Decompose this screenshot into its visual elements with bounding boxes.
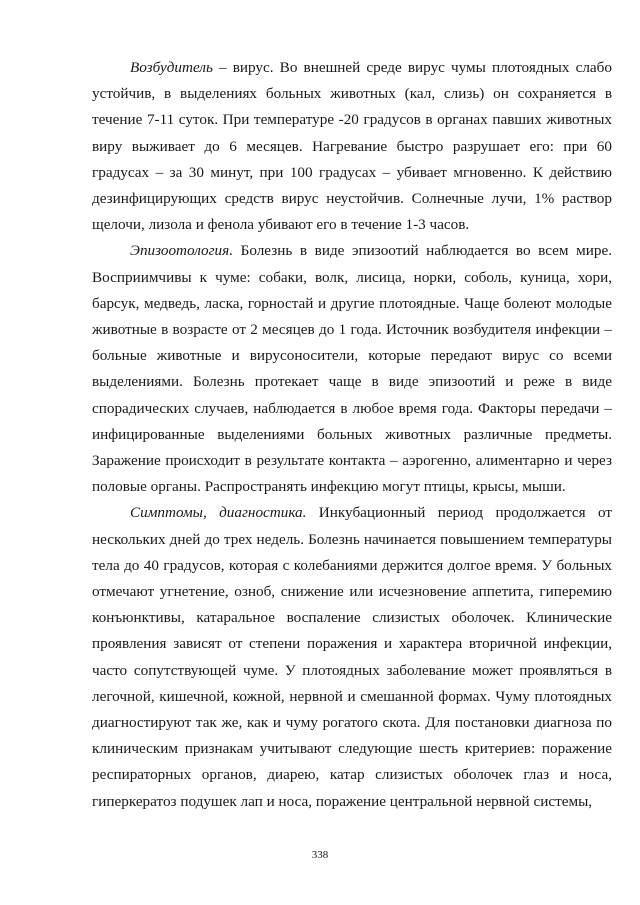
paragraph-pathogen [92, 55, 612, 238]
paragraph-symptoms-text: Инкубационный период продолжается от нескольких дней до трех недель. Болезнь начинается повышением температуры тела до 40 градусов, которая с колебаниями держится долгое время. У больных отмечают угнетение, озноб, снижение или исчезновение аппетита, гиперемию конъюнктивы, катаральное воспаление слизистых оболочек. Клинические проявления зависят от степени поражения и характера вторичной инфекции, часто сопутствующей чуме. У плотоядных заболевание может проявляться в легочной, кишечной, кожной, нервной и смешанной формах. Чуму плотоядных диагностируют так же, как и чуму рогатого скота. Для постановки диагноза по клиническим признакам учитывают следующие шесть критериев: поражение респираторных органов, диарею, катар слизистых оболочек глаз и носа, гиперкератоз подушек лап и носа, поражение центральной нервной системы, [92, 504, 612, 810]
heading-epizootology: Эпизоотология. [130, 242, 234, 260]
paragraph-epizootology [92, 238, 612, 500]
paragraph-symptoms [92, 500, 612, 814]
paragraph-pathogen-text: – вирус. Во внешней среде вирус чумы плотоядных слабо устойчив, в выделениях больных животных (кал, слизь) он сохраняется в течение 7-11 суток. При температуре -20 градусов в органах павших животных виру выживает до 6 месяцев. Нагревание быстро разрушает его: при 60 градусах – за 30 минут, при 100 градусах – убивает мгновенно. К действию дезинфицирующих средств вирус неустойчив. Солнечные лучи, 1% раствор щелочи, лизола и фенола убивают его в течение 1-3 часов. [92, 59, 612, 234]
page-number: 338 [311, 849, 329, 861]
body-text [92, 55, 612, 815]
heading-symptoms: Симптомы, диагностика. [130, 504, 307, 522]
heading-pathogen: Возбудитель [130, 59, 213, 76]
paragraph-epizootology-text: Болезнь в виде эпизоотий наблюдается во всем мире. Восприимчивы к чуме: собаки, волк, лисица, норки, соболь, куница, хори, барсук, медведь, ласка, горностай и другие плотоядные. Чаще болеют молодые животные в возрасте от 2 месяцев до 1 года. Источник возбудителя инфекции – больные животные и вирусоносители, которые передают вирус со всеми выделениями. Болезнь протекает чаще в виде эпизоотий и реже в виде спорадических случаев, наблюдается в любое время года. Факторы передачи – инфицированные выделениями больных животных различные предметы. Заражение происходит в результате контакта – аэрогенно, алиментарно и через половые органы. Распространять инфекцию могут птицы, крысы, мыши. [92, 242, 612, 496]
